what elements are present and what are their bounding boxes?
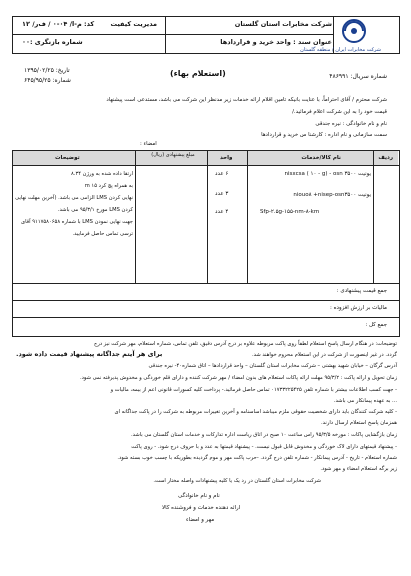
header-divider-vertical-2 — [165, 16, 166, 53]
desc-line-5: جهت نهایی نمودن LMS با شماره ۹۱۱۷۵۸۰۶۵۸ آقای — [21, 219, 133, 225]
col-header-price: مبلغ پیشنهادی (ریال) — [151, 152, 195, 158]
note-delivery: زمان تحویل و ارائه پاکت : ۹۵/۳/۲ مهلت ارائه پاکات استعلام های بدون امضاء / مهر شرکت کننده و دارای قلم خوردگی و مخدوش پذیرفته نمی شود. — [79, 375, 397, 381]
table-col-line — [207, 150, 208, 284]
note-sign: زیر برگه استعلام امضاء و مهر شود. — [320, 466, 397, 472]
note-final: شرکت مخابرات استان گلستان در رد یک یا کلیه پیشنهادات واصله مختار است. — [153, 478, 321, 484]
date-label: تاریخ: ۱۳۹۵/۰۲/۲۵ — [24, 67, 70, 74]
note-contractor: ... به عهده پیمانکار می باشد. — [333, 398, 397, 404]
serial-number: شماره سریال: ۴۸۶۹۹۱ — [329, 73, 387, 80]
sum-label: جمع قیمت پیشنهادی : — [336, 288, 387, 294]
desc-line-4: کردن LMS مورخ ۹۵/۳/۱ می باشد. — [57, 207, 133, 213]
footer-seal: مهر و امضاء — [186, 517, 215, 523]
note-line-2: گردد. در غیر اینصورت از شرکت در این استعلام محروم خواهند شد. — [251, 352, 397, 358]
desc-line-3: نهایی کردن LMS الزامی می باشد. (آخرین مهلت نهایی — [15, 195, 133, 201]
intro-line-1: شرکت محترم / آقای احتراماً، با عنایت بانیکه تامین اقلام ارائه خدمات زیر مدنظر این شرکت می باشد، مستدعی است پیشنهاد — [106, 97, 387, 103]
vat-label: مالیات بر ارزش افزوده : — [330, 305, 387, 311]
total-label: جمع کل : — [365, 322, 387, 328]
table-row-unit-1: ۶ عدد — [215, 171, 229, 177]
intro-contact-name: نام و نام خانوادگی : نیره جندقی — [315, 121, 387, 127]
table-col-line — [373, 150, 374, 284]
logo-caption: شرکت مخابرات ایران / منطقه گلستان — [300, 47, 381, 53]
note-legal-2: همزمان پاسخ استعلام ارسال دارند. — [321, 420, 397, 426]
page-title: (استعلام بهاء) — [170, 69, 226, 78]
table-row-line — [12, 300, 399, 301]
table-row-item-1: یونیت nisxcsa ( ۱۰ - g) - osn ۳۵۰۰ — [284, 171, 371, 177]
col-header-item: نام کالا/خدمات — [301, 155, 341, 161]
header-revision: شماره بازنگری :۰۰ — [22, 38, 83, 46]
note-line-1: توضیحات: در هنگام ارسال پاسخ استعلام لطفاً روی پاکت مربوطه علاوه بر درج آدرس دقیق، تلفن تماس، شماره استعلام، مهر شرکت نیز درج — [93, 341, 397, 347]
signature-label: امضاء : — [140, 141, 157, 147]
note-legal-1: - کلیه شرکت کنندگان باید دارای شخصیت حقوقی ملزم میباشد اساسنامه و آخرین تغییرات مربوطه به شرکت را در پاکت جداگانه ای — [114, 409, 397, 415]
footer-provider: ارائه دهنده خدمات و فروشنده کالا — [162, 505, 241, 511]
company-logo-icon — [337, 18, 371, 48]
desc-line-2: به همراه پچ کرد ۱۵ m — [84, 183, 133, 189]
number-label: شماره: ۶۴۵/۹۵/۲۵ — [24, 77, 71, 84]
note-contact: - جهت کسب اطلاعات بیشتر با شماره تلفن ۰۱۷۳۳۲۲۵۴۲۵ تماس حاصل فرمائید.- پرداخت کلیه کسورات قانونی اعم از بیمه، مالیات و — [110, 387, 397, 393]
col-header-desc: توضیحات — [55, 155, 80, 161]
header-code: کد: م-ا/ ۰۴-۰ / ف‌ر/ ۱۲ — [22, 20, 95, 28]
note-rules-2: شماره استعلام - تاریخ - آدرس پیمانکار - شماره تلفن درج گردد. -حرب پاکت مهر و موم گردیده بطوریکه با چسب خوب بسته شود. — [117, 455, 397, 461]
table-row-line — [12, 317, 399, 318]
table-col-line — [135, 150, 136, 284]
header-divider — [12, 34, 334, 35]
header-quality: مدیریت کیفیت — [110, 20, 157, 28]
table-row-item-3: Sfp-۲.۵g-۱۵۵-nm-۸-km — [260, 209, 320, 215]
desc-line-1: ارتقا داده شده به ورژن ۸.۳۴ — [71, 171, 133, 177]
table-row-item-2: یونیت niouo۸ +nisep-osn۳۵۰۰ — [293, 192, 371, 198]
note-opening: زمان بازگشایی پاکات : مورخه ۹۵/۳/۵ راس ساعت ۱۰ صبح در اتاق ریاست اداره تدارکات و خدمات استان گلستان می باشد. — [130, 432, 397, 438]
header-company: شرکت مخابرات استان گلستان — [234, 20, 332, 28]
col-header-row: ردیف — [378, 155, 393, 161]
note-address: آدرس گرگان – خیابان شهید بهشتی – شرکت مخابرات استان گلستان – واحد قراردادها – اتاق شماره۴۰- نیره جندقی — [148, 363, 397, 369]
table-header-line — [12, 165, 399, 166]
header-doc-title: عنوان سند : واحد خرید و قراردادها — [220, 38, 332, 46]
col-header-unit: واحد — [220, 155, 233, 161]
table-row-line — [12, 283, 399, 284]
table-row-unit-2: ۳ عدد — [215, 191, 229, 197]
table-row-unit-3: ۴ عدد — [215, 209, 229, 215]
note-highlight: برای هر آیتم جداگانه پیشنهاد قیمت داده شود. — [16, 350, 163, 358]
table-col-line — [247, 150, 248, 284]
desc-line-6: ترسی تماس حاصل فرمایید. — [72, 231, 133, 237]
intro-line-2: قیمت خود را به این شرکت اعلام فرمائید./ — [292, 109, 387, 115]
intro-contact-position: سمت سازمانی و نام اداره : کارشنا س خرید و قراردادها — [261, 132, 387, 138]
footer-name: نام و نام خانوادگی — [178, 493, 220, 499]
note-rules-1: - پیشنهاد قیمتهای دارای لاک خوردگی و مخدوش قابل قبول نیست. - پیشنهاد قیمتها به عدد و با حروف درج شود. - روی پاکت — [131, 444, 397, 450]
